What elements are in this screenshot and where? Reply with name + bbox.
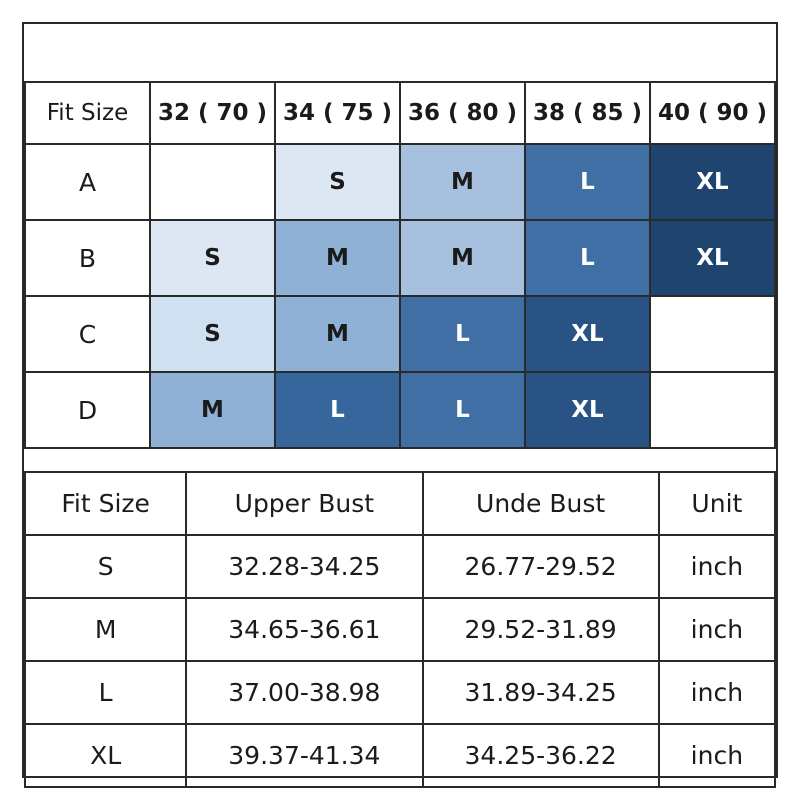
table-row bbox=[25, 535, 775, 598]
matrix-cell-d-34: L bbox=[275, 372, 400, 448]
matrix-cell-c-38: XL bbox=[525, 296, 650, 372]
matrix-cell-d-40 bbox=[650, 372, 775, 448]
matrix-col-header-3: 38 ( 85 ) bbox=[525, 82, 650, 144]
size-matrix-section bbox=[24, 81, 776, 449]
table-row bbox=[25, 220, 775, 296]
matrix-row-label-c: C bbox=[25, 296, 150, 372]
meas-size-m: M bbox=[25, 598, 186, 661]
meas-header-upper-bust: Upper Bust bbox=[186, 472, 422, 535]
table-row bbox=[25, 296, 775, 372]
matrix-cell-c-32: S bbox=[150, 296, 275, 372]
measurements-table bbox=[24, 471, 776, 788]
matrix-row-label-b: B bbox=[25, 220, 150, 296]
matrix-cell-a-40: XL bbox=[650, 144, 775, 220]
meas-unit-m: inch bbox=[659, 598, 775, 661]
matrix-corner-label: Fit Size bbox=[25, 82, 150, 144]
matrix-row-label-a: A bbox=[25, 144, 150, 220]
meas-upper-bust-l: 37.00-38.98 bbox=[186, 661, 422, 724]
meas-header-fit-size: Fit Size bbox=[25, 472, 186, 535]
matrix-cell-a-32 bbox=[150, 144, 275, 220]
table-header-row bbox=[25, 472, 775, 535]
matrix-cell-b-32: S bbox=[150, 220, 275, 296]
matrix-cell-b-38: L bbox=[525, 220, 650, 296]
meas-upper-bust-m: 34.65-36.61 bbox=[186, 598, 422, 661]
meas-under-bust-m: 29.52-31.89 bbox=[423, 598, 659, 661]
table-row bbox=[25, 724, 775, 787]
matrix-cell-c-36: L bbox=[400, 296, 525, 372]
meas-upper-bust-xl: 39.37-41.34 bbox=[186, 724, 422, 787]
meas-under-bust-l: 31.89-34.25 bbox=[423, 661, 659, 724]
matrix-col-header-1: 34 ( 75 ) bbox=[275, 82, 400, 144]
meas-size-xl: XL bbox=[25, 724, 186, 787]
matrix-cell-a-38: L bbox=[525, 144, 650, 220]
matrix-row-label-d: D bbox=[25, 372, 150, 448]
matrix-col-header-2: 36 ( 80 ) bbox=[400, 82, 525, 144]
meas-size-s: S bbox=[25, 535, 186, 598]
measurements-section bbox=[24, 471, 776, 788]
matrix-cell-c-34: M bbox=[275, 296, 400, 372]
table-row bbox=[25, 144, 775, 220]
matrix-cell-b-36: M bbox=[400, 220, 525, 296]
size-matrix-table bbox=[24, 81, 776, 449]
meas-unit-l: inch bbox=[659, 661, 775, 724]
matrix-cell-a-34: S bbox=[275, 144, 400, 220]
matrix-col-header-0: 32 ( 70 ) bbox=[150, 82, 275, 144]
meas-header-under-bust: Unde Bust bbox=[423, 472, 659, 535]
chart-frame bbox=[22, 22, 778, 778]
matrix-cell-a-36: M bbox=[400, 144, 525, 220]
matrix-cell-b-40: XL bbox=[650, 220, 775, 296]
matrix-cell-c-40 bbox=[650, 296, 775, 372]
meas-unit-xl: inch bbox=[659, 724, 775, 787]
meas-under-bust-xl: 34.25-36.22 bbox=[423, 724, 659, 787]
table-row bbox=[25, 372, 775, 448]
meas-unit-s: inch bbox=[659, 535, 775, 598]
table-header-row bbox=[25, 82, 775, 144]
matrix-col-header-4: 40 ( 90 ) bbox=[650, 82, 775, 144]
matrix-cell-d-32: M bbox=[150, 372, 275, 448]
meas-upper-bust-s: 32.28-34.25 bbox=[186, 535, 422, 598]
table-row bbox=[25, 598, 775, 661]
meas-under-bust-s: 26.77-29.52 bbox=[423, 535, 659, 598]
matrix-cell-d-38: XL bbox=[525, 372, 650, 448]
matrix-cell-b-34: M bbox=[275, 220, 400, 296]
table-row bbox=[25, 661, 775, 724]
meas-size-l: L bbox=[25, 661, 186, 724]
meas-header-unit: Unit bbox=[659, 472, 775, 535]
matrix-cell-d-36: L bbox=[400, 372, 525, 448]
